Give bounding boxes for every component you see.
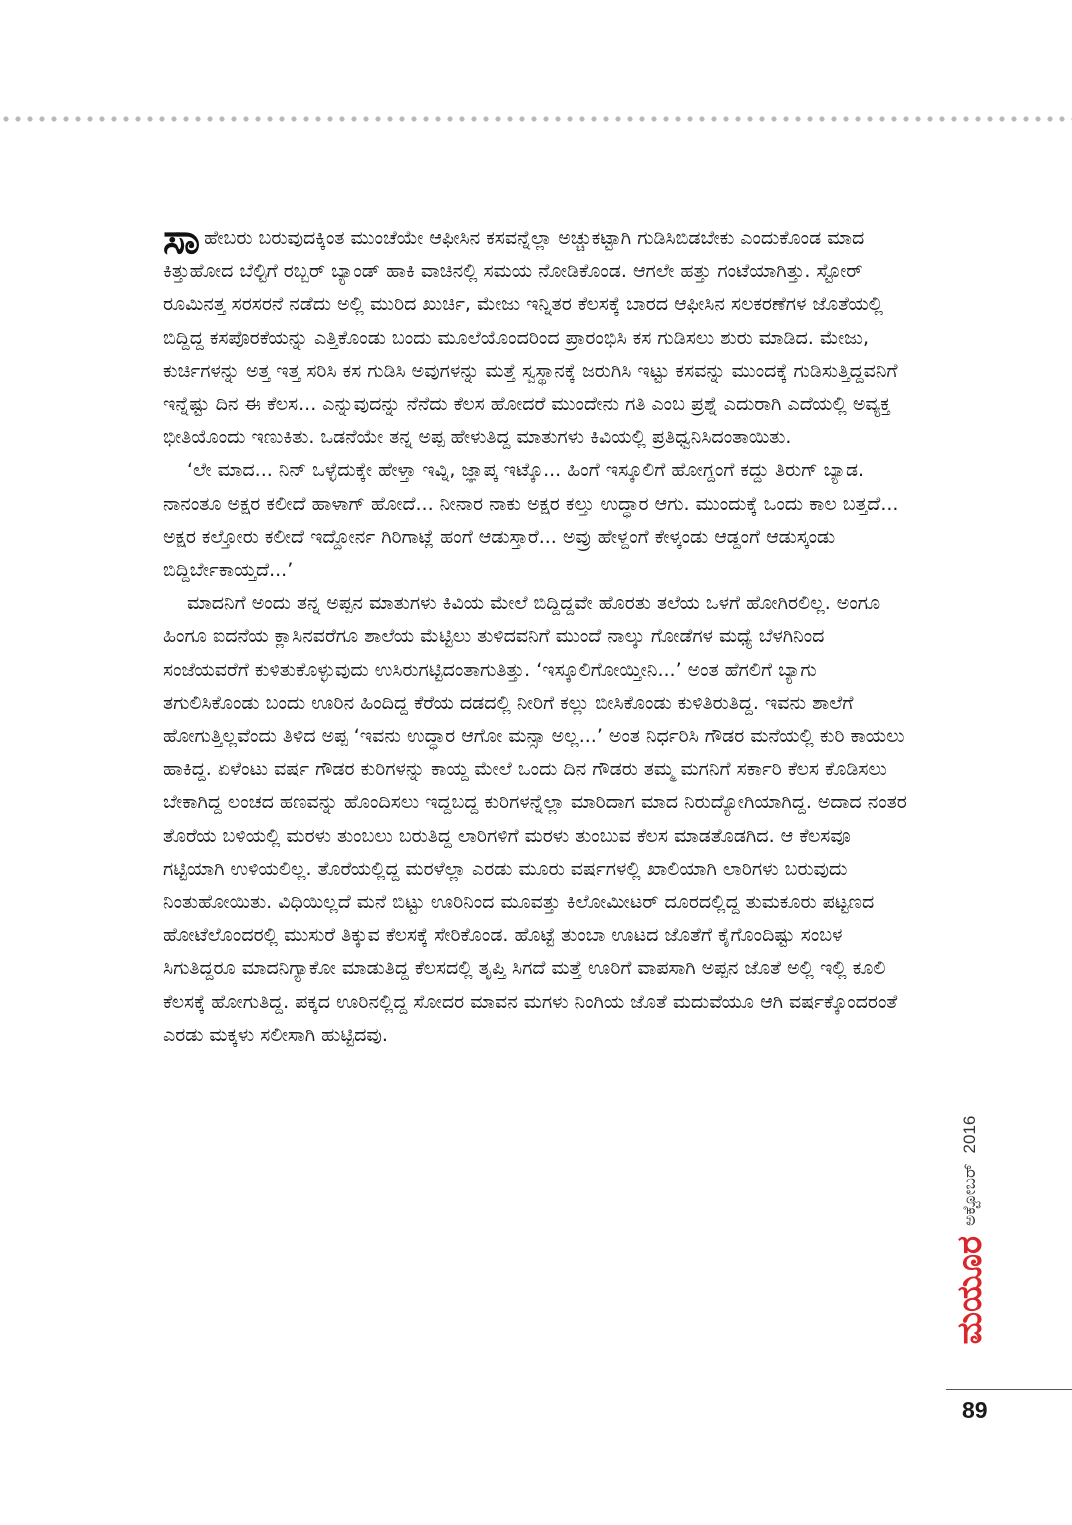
paragraph-1 <box>163 214 915 454</box>
paragraph-1-text: ಹೇಬರು ಬರುವುದಕ್ಕಿಂತ ಮುಂಚೆಯೇ ಆಫೀಸಿನ ಕಸವನ್ನೆಲ್ಲಾ ಅಚ್ಚುಕಟ್ಟಾಗಿ ಗುಡಿಸಿಬಿಡಬೇಕು ಎಂದುಕೊಂಡ ಮಾದ ಕಿತ್ತುಹೋದ ಬೆಲ್ಟಿಗೆ ರಬ್ಬರ್ ಬ್ಯಾಂಡ್ ಹಾಕಿ ವಾಚಿನಲ್ಲಿ ಸಮಯ ನೋಡಿಕೊಂಡ. ಆಗಲೇ ಹತ್ತು ಗಂಟೆಯಾಗಿತ್ತು. ಸ್ಟೋರ್ ರೂಮಿನತ್ತ ಸರಸರನೆ ನಡೆದು ಅಲ್ಲಿ ಮುರಿದ ಖುರ್ಚಿ, ಮೇಜು ಇನ್ನಿತರ ಕೆಲಸಕ್ಕೆ ಬಾರದ ಆಫೀಸಿನ ಸಲಕರಣೆಗಳ ಜೊತೆಯಲ್ಲಿ ಬಿದ್ದಿದ್ದ ಕಸಪೊರಕೆಯನ್ನು ಎತ್ತಿಕೊಂಡು ಬಂದು ಮೂಲೆಯೊಂದರಿಂದ ಪ್ರಾರಂಭಿಸಿ ಕಸ ಗುಡಿಸಲು ಶುರು ಮಾಡಿದ. ಮೇಜು, ಕುರ್ಚಿಗಳನ್ನು ಅತ್ತ ಇತ್ತ ಸರಿಸಿ ಕಸ ಗುಡಿಸಿ ಅವುಗಳನ್ನು ಮತ್ತೆ ಸ್ವಸ್ಥಾನಕ್ಕೆ ಜರುಗಿಸಿ ಇಟ್ಟು ಕಸವನ್ನು ಮುಂದಕ್ಕೆ ಗುಡಿಸುತ್ತಿದ್ದವನಿಗೆ ಇನ್ನೆಷ್ಟು ದಿನ ಈ ಕೆಲಸ... ಎನ್ನುವುದನ್ನು ನೆನೆದು ಕೆಲಸ ಹೋದರೆ ಮುಂದೇನು ಗತಿ ಎಂಬ ಪ್ರಶ್ನೆ ಎದುರಾಗಿ ಎದೆಯಲ್ಲಿ ಅವ್ಯಕ್ತ ಭೀತಿಯೊಂದು ಇಣುಕಿತು. ಒಡನೆಯೇ ತನ್ನ ಅಪ್ಪ ಹೇಳುತಿದ್ದ ಮಾತುಗಳು ಕಿವಿಯಲ್ಲಿ ಪ್ರತಿಧ್ವನಿಸಿದಂತಾಯಿತು. <box>163 227 898 449</box>
page-number: 89 <box>962 1397 988 1423</box>
article-body <box>163 214 915 1052</box>
paragraph-2: ‘ಲೇ ಮಾದ... ನಿನ್ ಒಳ್ಳೆದುಕ್ಕೇ ಹೇಳ್ತಾ ಇವ್ನಿ, ಜ್ಞಾಪ್ಕ ಇಟ್ಕೊ... ಹಿಂಗೆ ಇಸ್ಕೂಲಿಗೆ ಹೋಗ್ದಂಗೆ ಕದ್ದು ತಿರುಗ್ ಬ್ಯಾಡ. ನಾನಂತೂ ಅಕ್ಷರ ಕಲೀದೆ ಹಾಳಾಗ್ ಹೋದೆ... ನೀನಾರ ನಾಕು ಅಕ್ಷರ ಕಲ್ತು ಉದ್ಧಾರ ಆಗು. ಮುಂದುಕ್ಕೆ ಒಂದು ಕಾಲ ಬತ್ತದೆ... ಅಕ್ಷರ ಕಲ್ತೋರು ಕಲೀದೆ ಇದ್ದೋರ್ನ ಗಿರಿಗಾಟ್ಲೆ ಹಂಗೆ ಆಡುಸ್ತಾರೆ... ಅವ್ರು ಹೇಳ್ದಂಗೆ ಕೇಳ್ಕಂಡು ಆಡ್ದಂಗೆ ಆಡುಸ್ಕಂಡು ಬಿದ್ದಿರ್ಬೇಕಾಯ್ತದೆ...’ <box>163 459 899 582</box>
issue-month: ಅಕ್ಟೋಬರ್ <box>960 1163 980 1226</box>
magazine-logo: ಮಯೂರ <box>950 1235 990 1345</box>
sidebar-text <box>950 1116 990 1345</box>
magazine-sidebar <box>952 1080 988 1380</box>
page-number-rule <box>946 1389 1072 1390</box>
drop-cap: ಸಾ <box>163 214 201 263</box>
issue-year: 2016 <box>960 1115 979 1154</box>
dotted-divider <box>0 113 1072 125</box>
paragraph-3: ಮಾದನಿಗೆ ಅಂದು ತನ್ನ ಅಪ್ಪನ ಮಾತುಗಳು ಕಿವಿಯ ಮೇಲೆ ಬಿದ್ದಿದ್ದವೇ ಹೊರತು ತಲೆಯ ಒಳಗೆ ಹೋಗಿರಲಿಲ್ಲ. ಅಂಗೂ ಹಿಂಗೂ ಐದನೆಯ ಕ್ಲಾಸಿನವರೆಗೂ ಶಾಲೆಯ ಮೆಟ್ಟಿಲು ತುಳಿದವನಿಗೆ ಮುಂದೆ ನಾಲ್ಕು ಗೋಡೆಗಳ ಮಧ್ಯೆ ಬೆಳಗಿನಿಂದ ಸಂಜೆಯವರೆಗೆ ಕುಳಿತುಕೊಳ್ಳುವುದು ಉಸಿರುಗಟ್ಟಿದಂತಾಗುತಿತ್ತು. ‘ಇಸ್ಕೂಲಿಗೋಯ್ತೀನಿ...’ ಅಂತ ಹೆಗಲಿಗೆ ಬ್ಯಾಗು ತಗುಲಿಸಿಕೊಂಡು ಬಂದು ಊರಿನ ಹಿಂದಿದ್ದ ಕೆರೆಯ ದಡದಲ್ಲಿ ನೀರಿಗೆ ಕಲ್ಲು ಬೀಸಿಕೊಂಡು ಕುಳಿತಿರುತಿದ್ದ. ಇವನು ಶಾಲೆಗೆ ಹೋಗುತ್ತಿಲ್ಲವೆಂದು ತಿಳಿದ ಅಪ್ಪ ‘ಇವನು ಉದ್ಧಾರ ಆಗೋ ಮನ್ಸಾ ಅಲ್ಲ...’ ಅಂತ ನಿರ್ಧರಿಸಿ ಗೌಡರ ಮನೆಯಲ್ಲಿ ಕುರಿ ಕಾಯಲು ಹಾಕಿದ್ದ. ಏಳೆಂಟು ವರ್ಷ ಗೌಡರ ಕುರಿಗಳನ್ನು ಕಾಯ್ದ ಮೇಲೆ ಒಂದು ದಿನ ಗೌಡರು ತಮ್ಮ ಮಗನಿಗೆ ಸರ್ಕಾರಿ ಕೆಲಸ ಕೊಡಿಸಲು ಬೇಕಾಗಿದ್ದ ಲಂಚದ ಹಣವನ್ನು ಹೊಂದಿಸಲು ಇದ್ದಬದ್ದ ಕುರಿಗಳನ್ನೆಲ್ಲಾ ಮಾರಿದಾಗ ಮಾದ ನಿರುದ್ಯೋಗಿಯಾಗಿದ್ದ. ಅದಾದ ನಂತರ ತೊರೆಯ ಬಳಿಯಲ್ಲಿ ಮರಳು ತುಂಬಲು ಬರುತಿದ್ದ ಲಾರಿಗಳಿಗೆ ಮರಳು ತುಂಬುವ ಕೆಲಸ ಮಾಡತೊಡಗಿದ. ಆ ಕೆಲಸವೂ ಗಟ್ಟಿಯಾಗಿ ಉಳಿಯಲಿಲ್ಲ. ತೊರೆಯಲ್ಲಿದ್ದ ಮರಳೆಲ್ಲಾ ಎರಡು ಮೂರು ವರ್ಷಗಳಲ್ಲಿ ಖಾಲಿಯಾಗಿ ಲಾರಿಗಳು ಬರುವುದು ನಿಂತುಹೋಯಿತು. ವಿಧಿಯಿಲ್ಲದೆ ಮನೆ ಬಿಟ್ಟು ಊರಿನಿಂದ ಮೂವತ್ತು ಕಿಲೋಮೀಟರ್ ದೂರದಲ್ಲಿದ್ದ ತುಮಕೂರು ಪಟ್ಟಣದ ಹೋಟೆಲೊಂದರಲ್ಲಿ ಮುಸುರೆ ತಿಕ್ಕುವ ಕೆಲಸಕ್ಕೆ ಸೇರಿಕೊಂಡ. ಹೊಟ್ಟೆ ತುಂಬಾ ಊಟದ ಜೊತೆಗೆ ಕೈಗೊಂದಿಷ್ಟು ಸಂಬಳ ಸಿಗುತಿದ್ದರೂ ಮಾದನಿಗ್ಯಾಕೋ ಮಾಡುತಿದ್ದ ಕೆಲಸದಲ್ಲಿ ತೃಪ್ತಿ ಸಿಗದೆ ಮತ್ತೆ ಊರಿಗೆ ವಾಪಸಾಗಿ ಅಪ್ಪನ ಜೊತೆ ಅಲ್ಲಿ ಇಲ್ಲಿ ಕೂಲಿ ಕೆಲಸಕ್ಕೆ ಹೋಗುತಿದ್ದ. ಪಕ್ಕದ ಊರಿನಲ್ಲಿದ್ದ ಸೋದರ ಮಾವನ ಮಗಳು ನಿಂಗಿಯ ಜೊತೆ ಮದುವೆಯೂ ಆಗಿ ವರ್ಷಕ್ಕೊಂದರಂತೆ ಎರಡು ಮಕ್ಕಳು ಸಲೀಸಾಗಿ ಹುಟ್ಟಿದವು. <box>163 592 907 1046</box>
